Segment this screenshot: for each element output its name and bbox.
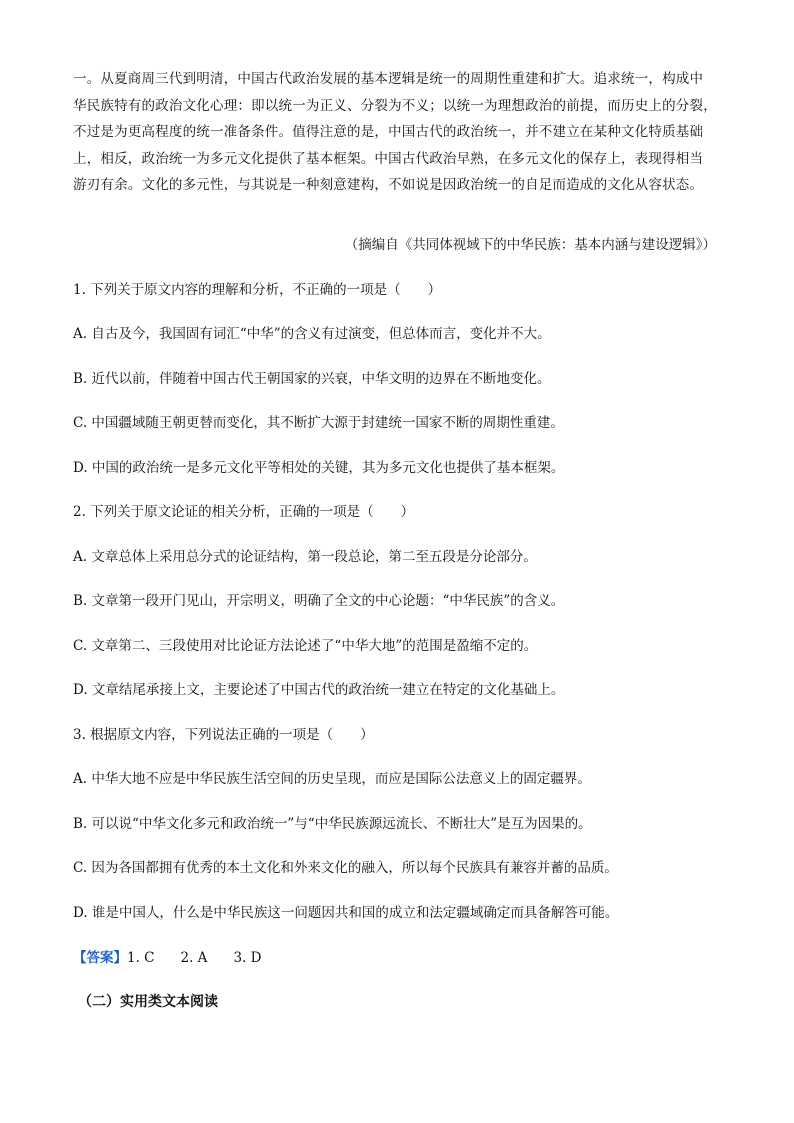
passage-line: 上，相反，政治统一为多元文化提供了基本框架。中国古代政治早熟，在多元文化的保存上，表现得相当 xyxy=(73,150,704,167)
passage-line: 一。从夏商周三代到明清，中国古代政治发展的基本逻辑是统一的周期性重建和扩大。追求统一，构成中 xyxy=(73,71,704,87)
question-3-option-d: D. 谁是中国人，什么是中华民族这一问题因共和国的成立和法定疆域确定而具备解答可能。 xyxy=(73,905,619,921)
question-1-option-d: D. 中国的政治统一是多元文化平等相处的关键，其为多元文化也提供了基本框架。 xyxy=(73,460,565,476)
passage-line: 游刃有余。文化的多元性，与其说是一种刻意建构，不如说是因政治统一的自足而造成的文化从容状态。 xyxy=(73,177,704,193)
passage-line: 不过是为更高程度的统一准备条件。值得注意的是，中国古代的政治统一，并不建立在某种文化特质基础 xyxy=(73,124,704,140)
passage-line: 华民族特有的政治文化心理：即以统一为正义、分裂为不义；以统一为理想政治的前提，而历史上的分裂， xyxy=(73,97,717,114)
question-1-stem: 1. 下列关于原文内容的理解和分析，不正确的一项是（ ） xyxy=(73,282,442,298)
section-title: （二）实用类文本阅读 xyxy=(78,994,218,1010)
question-1-option-b: B. 近代以前，伴随着中国古代王朝国家的兴衰，中华文明的边界在不断地变化。 xyxy=(73,371,551,387)
question-3-option-c: C. 因为各国都拥有优秀的本土文化和外来文化的融入，所以每个民族具有兼容并蓄的品质。 xyxy=(73,860,618,876)
answer-item: 3. D xyxy=(233,950,262,966)
answer-item: 2. A xyxy=(180,950,208,966)
passage-paragraph xyxy=(73,66,723,199)
answer-tag: 【答案】 xyxy=(73,950,127,966)
question-1-option-a: A. 自古及今，我国固有词汇“中华”的含义有过演变，但总体而言，变化并不大。 xyxy=(73,326,551,342)
question-2-stem: 2. 下列关于原文论证的相关分析，正确的一项是（ ） xyxy=(73,504,415,520)
question-2-option-a: A. 文章总体上采用总分式的论证结构，第一段总论，第二至五段是分论部分。 xyxy=(73,549,537,565)
question-2-option-c: C. 文章第二、三段使用对比论证方法论述了“中华大地”的范围是盈缩不定的。 xyxy=(73,638,538,654)
question-3-option-a: A. 中华大地不应是中华民族生活空间的历史呈现，而应是国际公法意义上的固定疆界。 xyxy=(73,771,591,787)
question-2-option-d: D. 文章结尾承接上文，主要论述了中国古代的政治统一建立在特定的文化基础上。 xyxy=(73,682,565,698)
answer-line xyxy=(73,947,261,969)
passage-source: （摘编自《共同体视域下的中华民族：基本内涵与建设逻辑》） xyxy=(344,237,716,253)
answer-item: 1. C xyxy=(127,950,155,966)
question-2-option-b: B. 文章第一段开门见山，开宗明义，明确了全文的中心论题：“中华民族”的含义。 xyxy=(73,593,565,609)
question-3-option-b: B. 可以说“中华文化多元和政治统一”与“中华民族源远流长、不断壮大”是互为因果的。 xyxy=(73,816,592,832)
question-3-stem: 3. 根据原文内容，下列说法正确的一项是（ ） xyxy=(73,727,374,743)
question-1-option-c: C. 中国疆域随王朝更替而变化，其不断扩大源于封建统一国家不断的周期性重建。 xyxy=(73,415,564,431)
